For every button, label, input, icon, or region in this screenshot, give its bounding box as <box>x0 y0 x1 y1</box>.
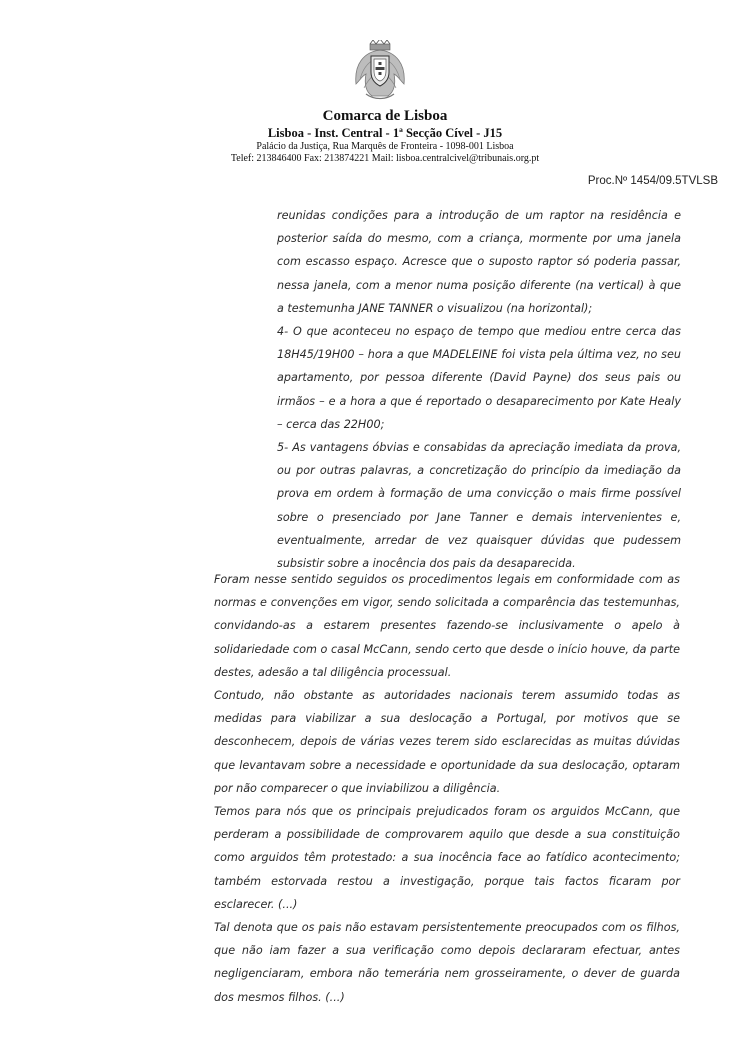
paragraph: Contudo, não obstante as autoridades nacionais terem assumido todas as medidas para viabilizar a sua deslocação a Portugal, por motivos que se desconhecem, depois de várias vezes terem sido esclarecidas as muitas dúvidas que levantavam sobre a necessidade e oportunidade da sua deslocação, optaram por não comparecer o que inviabilizou a diligência. <box>214 689 680 795</box>
paragraph: Foram nesse sentido seguidos os procedimentos legais em conformidade com as normas e convenções em vigor, sendo solicitada a comparência das testemunhas, convidando-as a estarem presentes fazendo-se inclusivamente o apelo à solidariedade com o casal McCann, sendo certo que desde o início houve, da parte destes, adesão a tal diligência processual. <box>214 573 680 679</box>
coat-of-arms-icon <box>350 40 410 102</box>
court-name: Comarca de Lisboa <box>322 108 448 124</box>
paragraph: 5- As vantagens óbvias e consabidas da apreciação imediata da prova, ou por outras palavras, a concretização do princípio da imediação da prova em ordem à formação de uma convicção o mais firme possível sobre o presenciado por Jane Tanner e demais intervenientes e, eventualmente, arredar de vez quaisquer dúvidas que pudessem subsistir sobre a inocência dos pais da desaparecida. <box>277 441 681 571</box>
indented-text-block <box>277 204 681 575</box>
main-text-block <box>214 568 680 1009</box>
paragraph: Tal denota que os pais não estavam persistentemente preocupados com os filhos, que não iam fazer a sua verificação como depois declararam efectuar, antes negligenciaram, embora não temerária nem grosseiramente, o dever de guarda dos mesmos filhos. (...) <box>214 921 680 1004</box>
court-section: Lisboa - Inst. Central - 1ª Secção Cível - J15 <box>267 126 503 140</box>
paragraph: reunidas condições para a introdução de um raptor na residência e posterior saída do mesmo, com a criança, mormente por uma janela com escasso espaço. Acresce que o suposto raptor só poderia passar, nessa janela, com a menor numa posição diferente (na vertical) à que a testemunha JANE TANNER o visualizou (na horizontal); <box>277 209 681 315</box>
paragraph: Temos para nós que os principais prejudicados foram os arguidos McCann, que perderam a possibilidade de comprovarem aquilo que desde a sua constituição como arguidos têm protestado: a sua inocência face ao fatídico acontecimento; também estorvada restou a investigação, porque tais factos ficaram por esclarecer. (...) <box>214 805 680 911</box>
paragraph: 4- O que aconteceu no espaço de tempo que mediou entre cerca das 18H45/19H00 – hora a que MADELEINE foi vista pela última vez, no seu apartamento, por pessoa diferente (David Payne) dos seus pais ou irmãos – e a hora a que é reportado o desaparecimento por Kate Healy – cerca das 22H00; <box>277 325 681 431</box>
court-address: Palácio da Justiça, Rua Marquês de Fronteira - 1098-001 Lisboa <box>256 141 514 152</box>
court-contacts: Telef: 213846400 Fax: 213874221 Mail: lisboa.centralcivel@tribunais.org.pt <box>230 153 540 164</box>
process-number: Proc.Nº 1454/09.5TVLSB <box>587 175 718 187</box>
